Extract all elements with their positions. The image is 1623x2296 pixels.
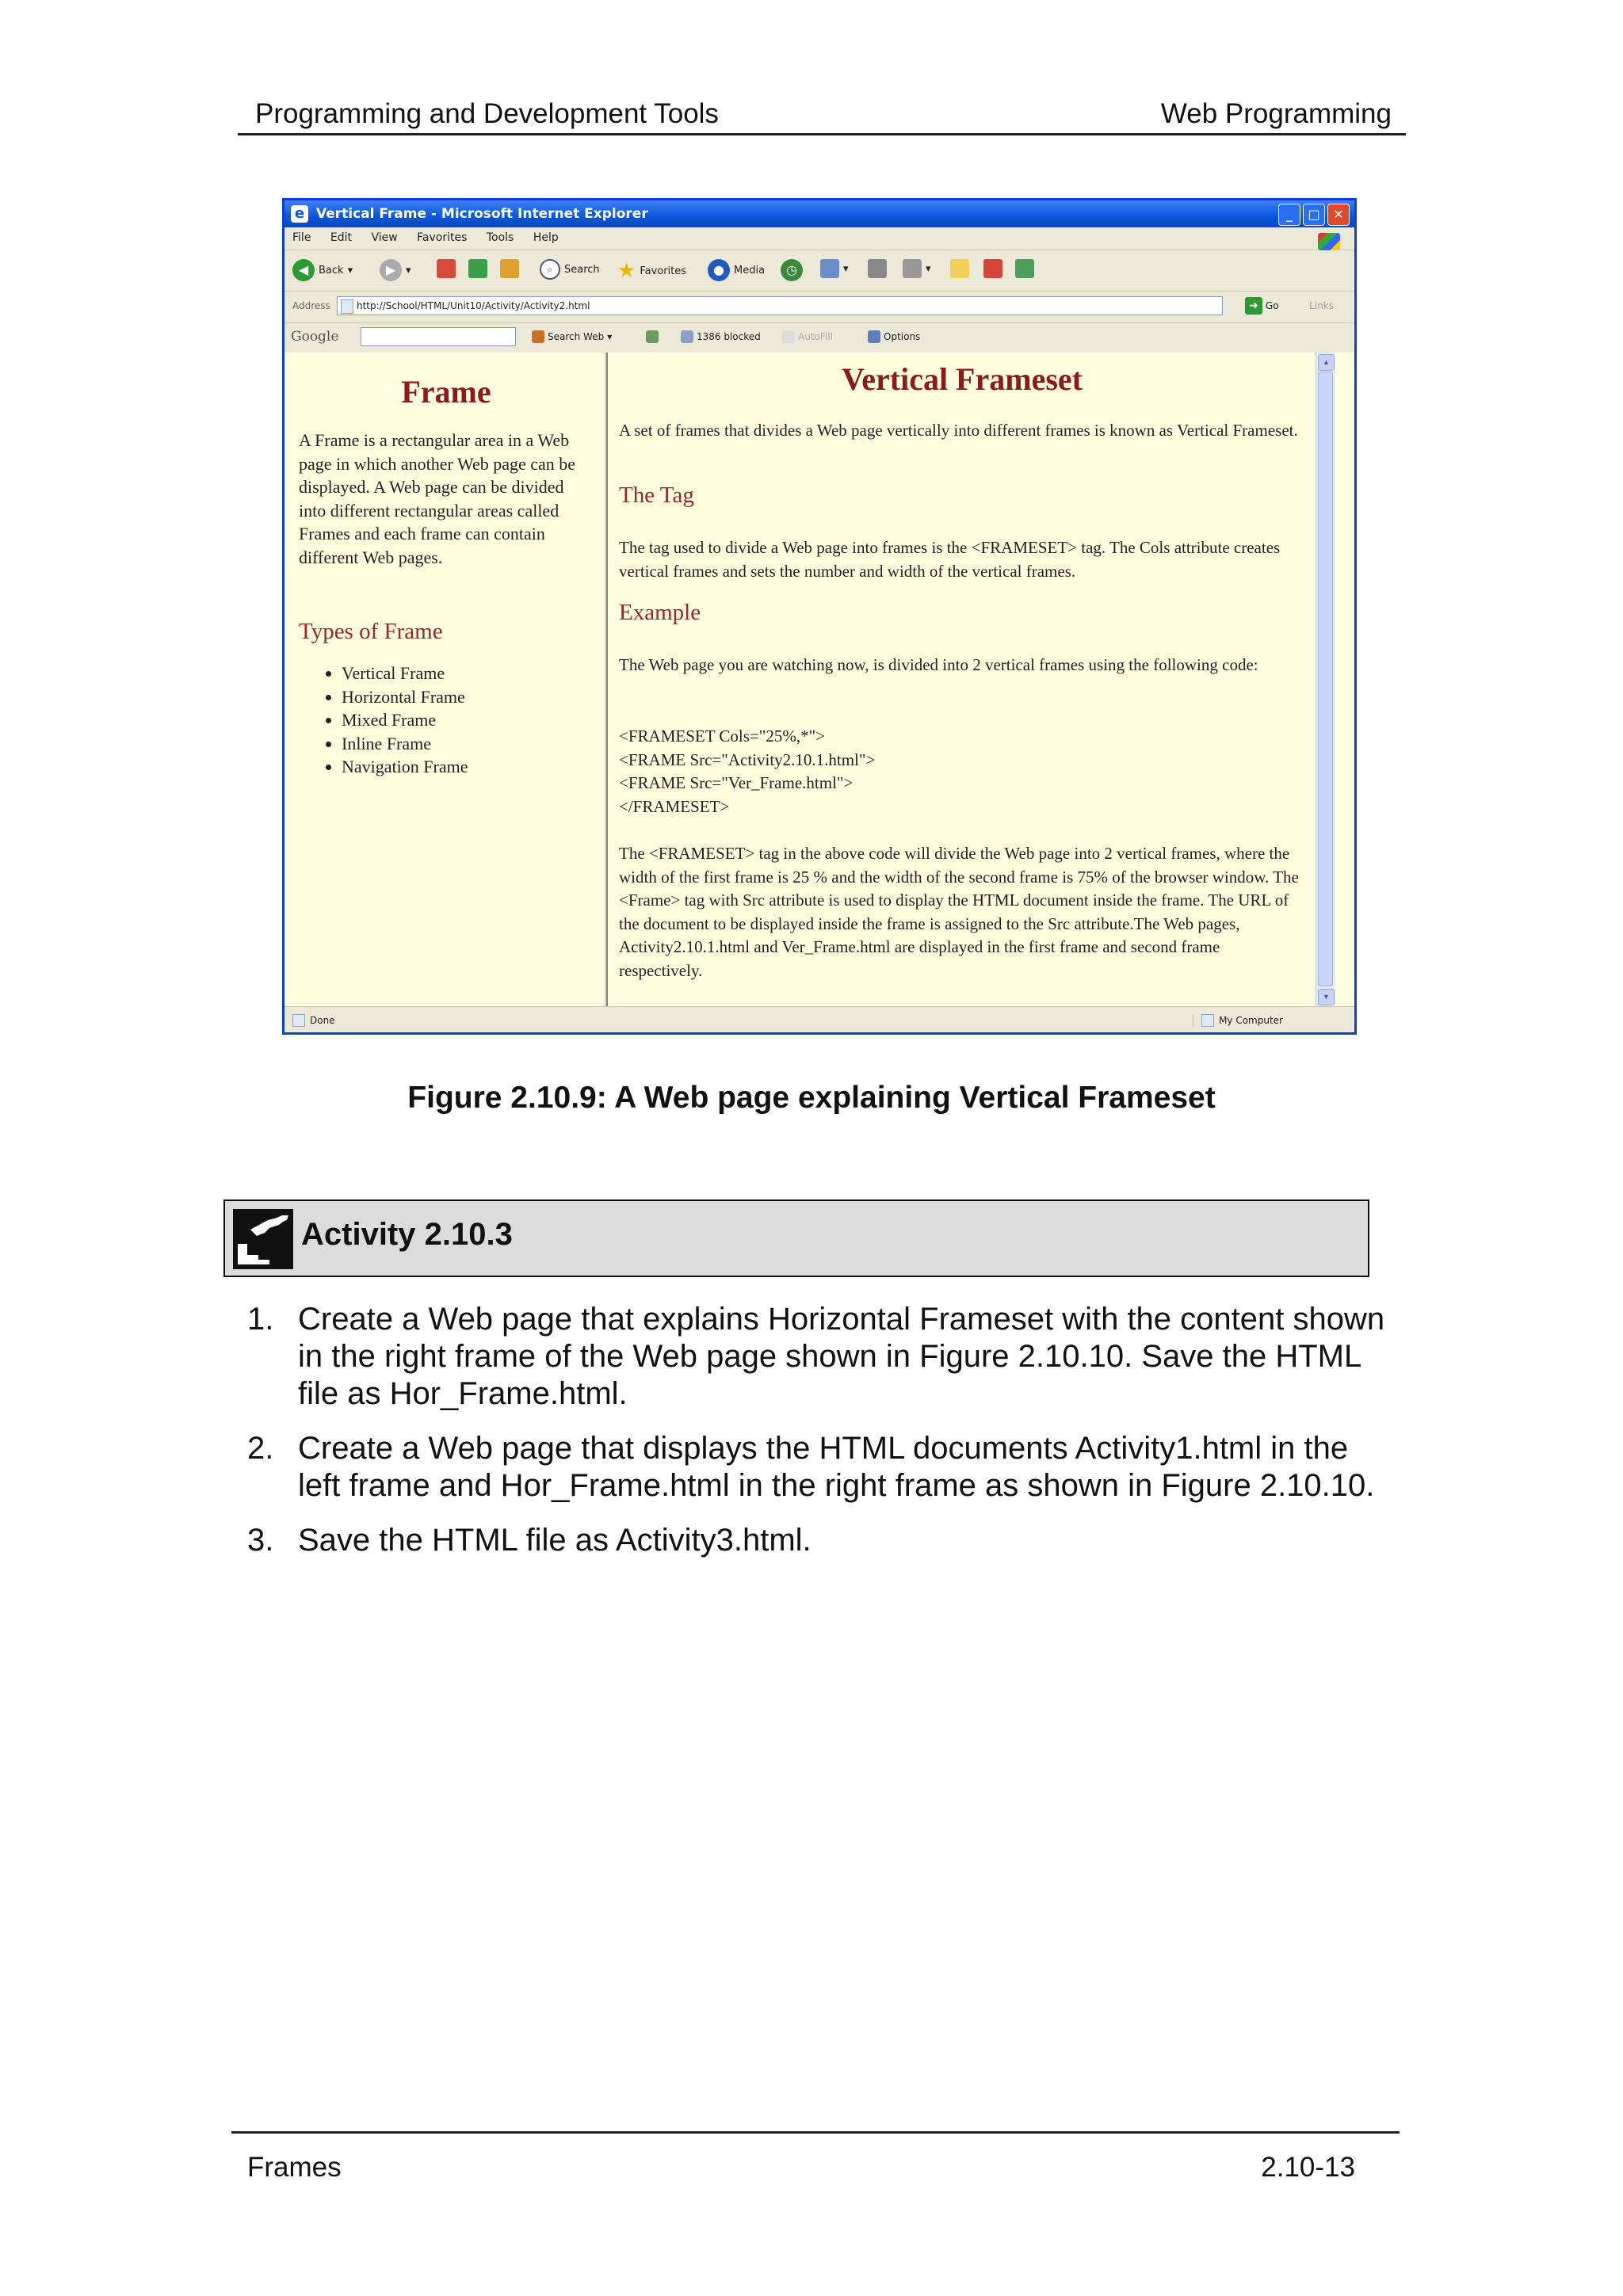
history-button[interactable] — [781, 259, 803, 281]
tag-heading: The Tag — [619, 482, 694, 508]
google-toolbar — [285, 322, 1354, 354]
media-icon: ● — [708, 259, 730, 281]
browser-title-bar — [285, 200, 1354, 227]
menu-view[interactable]: View — [371, 231, 398, 244]
refresh-icon — [468, 259, 487, 278]
search-button[interactable]: ⌕ Search — [540, 259, 600, 280]
browser-window-screenshot — [282, 198, 1357, 1035]
minimize-icon[interactable]: _ — [1278, 204, 1300, 226]
scroll-down-icon[interactable]: ▼ — [1318, 989, 1335, 1005]
refresh-button[interactable] — [468, 259, 487, 278]
code-line: <FRAMESET Cols="25%,*"> — [619, 727, 825, 746]
search-web-button[interactable]: Search Web ▾ — [532, 330, 612, 343]
step-number: 1. — [247, 1302, 274, 1337]
right-frame — [608, 353, 1335, 1007]
menu-favorites[interactable]: Favorites — [417, 231, 468, 244]
list-item: • Inline Frame — [342, 732, 468, 756]
edit-button[interactable]: ▾ — [903, 259, 931, 278]
internet-explorer-icon: e — [291, 205, 308, 223]
search-icon: ⌕ — [540, 259, 560, 280]
types-list — [329, 662, 468, 779]
messenger-icon — [983, 259, 1002, 278]
status-zone: My Computer — [1193, 1014, 1283, 1027]
research-icon — [1015, 259, 1034, 278]
address-label: Address — [292, 300, 330, 311]
code-line: <FRAME Src="Activity2.10.1.html"> — [619, 749, 876, 769]
vertical-scrollbar[interactable] — [1316, 353, 1335, 1007]
edit-icon — [903, 259, 922, 278]
print-button[interactable] — [868, 259, 887, 278]
back-button[interactable]: ◀ Back ▾ — [292, 259, 353, 281]
code-block — [619, 725, 1302, 818]
list-item: • Mixed Frame — [342, 708, 468, 732]
forward-arrow-icon: ▶ — [380, 259, 402, 281]
options-icon — [868, 330, 880, 343]
popup-blocker-icon — [681, 330, 693, 343]
intro-paragraph: A set of frames that divides a Web page vertically into different frames is known as Vertical Frameset. — [619, 421, 1298, 440]
list-item: • Horizontal Frame — [342, 685, 468, 709]
computer-icon — [1201, 1014, 1214, 1027]
favorites-button[interactable]: ★ Favorites — [617, 259, 687, 283]
activity-steps — [247, 1301, 1396, 1577]
activity-box — [223, 1199, 1369, 1277]
pagerank-icon — [646, 330, 659, 343]
example-paragraph: The Web page you are watching now, is divided into 2 vertical frames using the following code: — [619, 655, 1258, 674]
frameset-content — [285, 353, 1354, 1007]
list-item — [247, 1430, 1396, 1505]
links-toolbar[interactable]: Links — [1309, 300, 1334, 311]
step-text: Create a Web page that displays the HTML documents Activity1.html in the left frame and Hor_Frame.html in the right frame as shown in Figure 2.10.10. — [298, 1431, 1375, 1503]
star-icon: ★ — [617, 259, 636, 283]
google-search-input[interactable] — [361, 327, 516, 346]
step-text: Create a Web page that explains Horizontal Frameset with the content shown in the right frame of the Web page shown in Figure 2.10.10. Save the HTML file as Hor_Frame.html. — [298, 1302, 1385, 1411]
list-item — [247, 1301, 1396, 1413]
list-item — [247, 1522, 1396, 1559]
standard-toolbar — [285, 250, 1354, 292]
menu-file[interactable]: File — [292, 231, 311, 244]
research-button[interactable] — [1015, 259, 1034, 278]
footer-rule — [231, 2131, 1400, 2134]
messenger-button[interactable] — [983, 259, 1002, 278]
page-number: 2.10-13 — [1261, 2152, 1355, 2183]
windows-flag-icon — [1318, 233, 1340, 250]
autofill-button[interactable]: AutoFill — [782, 330, 833, 343]
tag-paragraph: The tag used to divide a Web page into frames is the <FRAMESET> tag. The Cols attribute creates vertical frames and sets the number and width of the vertical frames. — [619, 538, 1281, 581]
left-frame-paragraph: A Frame is a rectangular area in a Web page in which another Web page can be displayed. A Web page can be divided into different rectangular areas called Frames and each frame can contain different Web pages. — [299, 430, 576, 567]
history-icon: ◷ — [781, 259, 803, 281]
menu-edit[interactable]: Edit — [330, 231, 353, 244]
left-frame-heading: Frame — [401, 374, 491, 410]
scroll-up-icon[interactable]: ▲ — [1318, 354, 1335, 371]
address-bar — [285, 291, 1354, 323]
address-input[interactable]: http://School/HTML/Unit10/Activity/Activity2.html — [337, 296, 1223, 315]
mail-icon — [820, 259, 839, 278]
list-item: • Vertical Frame — [342, 662, 468, 685]
browser-title: Vertical Frame - Microsoft Internet Explorer — [316, 206, 648, 222]
status-done: Done — [292, 1014, 335, 1027]
forward-button[interactable]: ▶ ▾ — [380, 259, 411, 281]
folder-button[interactable] — [950, 259, 969, 278]
close-icon[interactable]: ✕ — [1327, 204, 1350, 226]
running-footer-left: Frames — [247, 2152, 342, 2183]
left-frame — [285, 353, 608, 1007]
code-line: </FRAMESET> — [619, 796, 730, 816]
autofill-icon — [782, 330, 795, 343]
pagerank-button[interactable] — [646, 330, 659, 343]
header-rule — [238, 133, 1406, 135]
media-button[interactable]: ● Media — [708, 259, 765, 281]
mail-button[interactable]: ▾ — [820, 259, 849, 278]
step-text: Save the HTML file as Activity3.html. — [298, 1523, 812, 1558]
step-number: 3. — [247, 1523, 274, 1558]
figure-caption: Figure 2.10.9: A Web page explaining Vertical Frameset — [407, 1081, 1216, 1115]
list-item: • Navigation Frame — [342, 755, 468, 779]
folder-icon — [950, 259, 969, 278]
page-icon — [341, 299, 353, 314]
google-logo: Google — [291, 329, 339, 345]
go-button[interactable]: ➜ Go — [1245, 297, 1279, 315]
search-web-icon — [532, 330, 544, 343]
activity-hand-icon — [233, 1209, 293, 1269]
step-number: 2. — [247, 1431, 274, 1466]
print-icon — [868, 259, 887, 278]
go-arrow-icon: ➜ — [1245, 297, 1262, 315]
stop-button[interactable] — [437, 259, 456, 278]
example-heading: Example — [619, 600, 701, 625]
page-done-icon — [292, 1014, 305, 1027]
code-line: <FRAME Src="Ver_Frame.html"> — [619, 773, 854, 792]
right-frame-heading: Vertical Frameset — [842, 361, 1083, 397]
menu-tools[interactable]: Tools — [486, 231, 514, 244]
types-heading: Types of Frame — [299, 619, 443, 644]
home-icon — [500, 259, 519, 278]
running-header-left: Programming and Development Tools — [255, 98, 719, 129]
menu-bar — [285, 227, 1354, 250]
options-button[interactable]: Options — [868, 330, 920, 343]
stop-icon — [437, 259, 456, 278]
popup-blocker-button[interactable]: 1386 blocked — [681, 330, 761, 343]
scroll-thumb[interactable] — [1318, 372, 1333, 986]
menu-help[interactable]: Help — [533, 231, 559, 244]
activity-title: Activity 2.10.3 — [301, 1217, 513, 1252]
maximize-icon[interactable]: □ — [1303, 204, 1325, 226]
back-arrow-icon: ◀ — [292, 259, 315, 281]
status-bar — [285, 1006, 1354, 1032]
home-button[interactable] — [500, 259, 519, 278]
running-header-right: Web Programming — [1160, 98, 1392, 129]
explanation-paragraph: The <FRAMESET> tag in the above code will divide the Web page into 2 vertical frames, where the width of the first frame is 25 % and the width of the second frame is 75% of the browser window. The <Frame> tag with Src attribute is used to display the HTML document inside the frame. The URL of the document to be displayed inside the frame is assigned to the Src attribute.The Web pages, Activity2.10.1.html and Ver_Frame.html are displayed in the first frame and second frame respectively. — [619, 844, 1299, 980]
